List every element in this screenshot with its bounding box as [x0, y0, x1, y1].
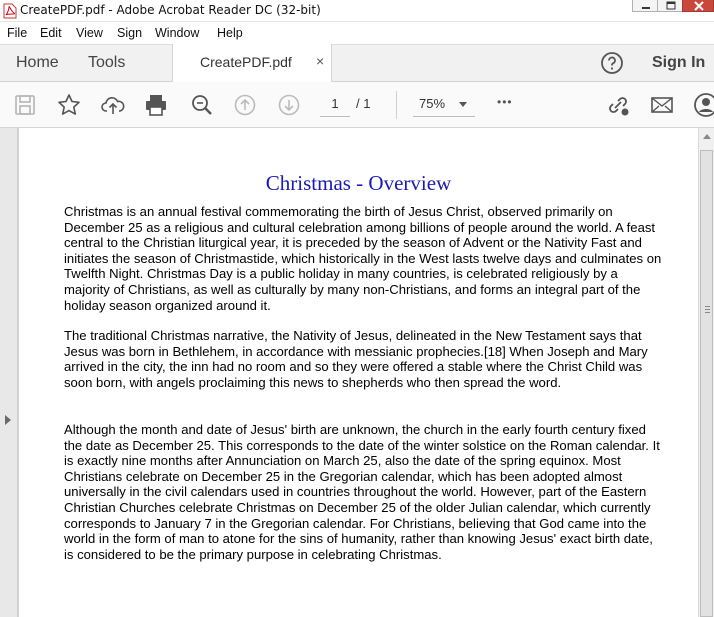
- menu-file[interactable]: File: [7, 26, 28, 40]
- zoom-value: 75%: [419, 96, 446, 111]
- close-window-button[interactable]: [682, 0, 714, 12]
- paragraph: Although the month and date of Jesus' birth are unknown, the church in the early fourth century fixed the date as December 25. This corresponds to the date of the winter solstice on the Roman calendar. It is exactly nine months after Annunciation on March 25, also the date of the spring equinox. Most Christians celebrate on December 25 in the Gregorian calendar, which has been adopted almost universally in the civil calendars used in countries throughout the world. However, part of the Eastern Christian Churches celebrate Christmas on December 25 of the older Julian calendar, which currently corresponds to January 7 in the Gregorian calendar. For Christians, believing that God came into the world in the form of man to atone for the sins of humanity, rather than knowing Jesus' exact birth date, is considered to be the primary purpose in celebrating Christmas.: [64, 422, 660, 562]
- tab-document[interactable]: [172, 44, 332, 82]
- toolbar-divider: [396, 91, 397, 119]
- tabs-bar: [0, 44, 714, 82]
- expand-panel-icon: [5, 415, 11, 425]
- page-number-input[interactable]: 1: [320, 93, 350, 117]
- minimize-button[interactable]: [632, 0, 658, 12]
- page-up-icon[interactable]: [232, 92, 258, 118]
- zoom-select[interactable]: [413, 93, 475, 117]
- print-icon[interactable]: [143, 92, 169, 118]
- chevron-down-icon: [459, 102, 467, 107]
- maximize-icon: [658, 0, 684, 12]
- menu-view[interactable]: View: [76, 26, 103, 40]
- bookmark-star-icon[interactable]: [56, 92, 82, 118]
- paragraph: The traditional Christmas narrative, the Nativity of Jesus, delineated in the New Testament says that Jesus was born in Bethlehem, in accordance with messianic prophecies.[18] When Joseph and Mary arrived in the city, the inn had no room and so they were offered a stable where the Christ Child was soon born, with angels proclaiming this news to shepherds who then spread the word.: [64, 328, 648, 390]
- menu-help[interactable]: Help: [217, 26, 243, 40]
- email-icon[interactable]: [649, 92, 675, 118]
- scrollbar-thumb[interactable]: [700, 150, 713, 617]
- document-title: Christmas - Overview: [265, 171, 452, 195]
- pdf-page: [19, 128, 698, 617]
- grip-line: [705, 309, 710, 310]
- acrobat-pdf-icon: [3, 3, 17, 19]
- tab-tools[interactable]: Tools: [88, 54, 126, 71]
- menu-bar: [0, 22, 714, 44]
- grip-line: [705, 306, 710, 307]
- help-icon[interactable]: [600, 51, 624, 75]
- page-down-icon[interactable]: [276, 92, 302, 118]
- left-panel-toggle[interactable]: [0, 128, 18, 617]
- close-tab-icon[interactable]: ×: [316, 53, 325, 69]
- upload-cloud-icon[interactable]: [100, 92, 126, 118]
- account-icon[interactable]: [693, 92, 714, 118]
- page-total: / 1: [356, 96, 371, 111]
- menu-window[interactable]: Window: [155, 26, 200, 40]
- menu-sign[interactable]: Sign: [117, 26, 143, 40]
- vertical-scrollbar[interactable]: [698, 128, 714, 617]
- grip-line: [705, 312, 710, 313]
- document-tab-label: CreatePDF.pdf: [200, 54, 292, 70]
- window-title: CreatePDF.pdf - Adobe Acrobat Reader DC (32-bit): [20, 3, 321, 17]
- toolbar: [0, 82, 714, 128]
- save-icon[interactable]: [12, 92, 38, 118]
- menu-edit[interactable]: Edit: [40, 26, 62, 40]
- minimize-icon: [633, 0, 659, 12]
- share-link-icon[interactable]: [605, 92, 631, 118]
- more-icon[interactable]: •••: [497, 95, 513, 109]
- scroll-up-icon[interactable]: [703, 134, 711, 139]
- paragraph: Christmas is an annual festival commemorating the birth of Jesus Christ, observed primarily on December 25 as a religious and cultural celebration among billions of people around the world. A feast central to the Christian liturgical year, it is preceded by the season of Advent or the Nativity Fast and initiates the season of Christmastide, which historically in the West lasts twelve days and culminates on Twelfth Night. Christmas Day is a public holiday in many countries, is celebrated religiously by a majority of Christians, as well as culturally by many non-Christians, and forms an integral part of the holiday season organized around it.: [64, 204, 662, 313]
- tab-home[interactable]: Home: [16, 54, 59, 71]
- title-bar: [0, 0, 714, 22]
- close-icon: [683, 0, 714, 12]
- zoom-search-icon[interactable]: [189, 92, 215, 118]
- sign-in-button[interactable]: Sign In: [652, 54, 706, 71]
- maximize-button[interactable]: [657, 0, 683, 12]
